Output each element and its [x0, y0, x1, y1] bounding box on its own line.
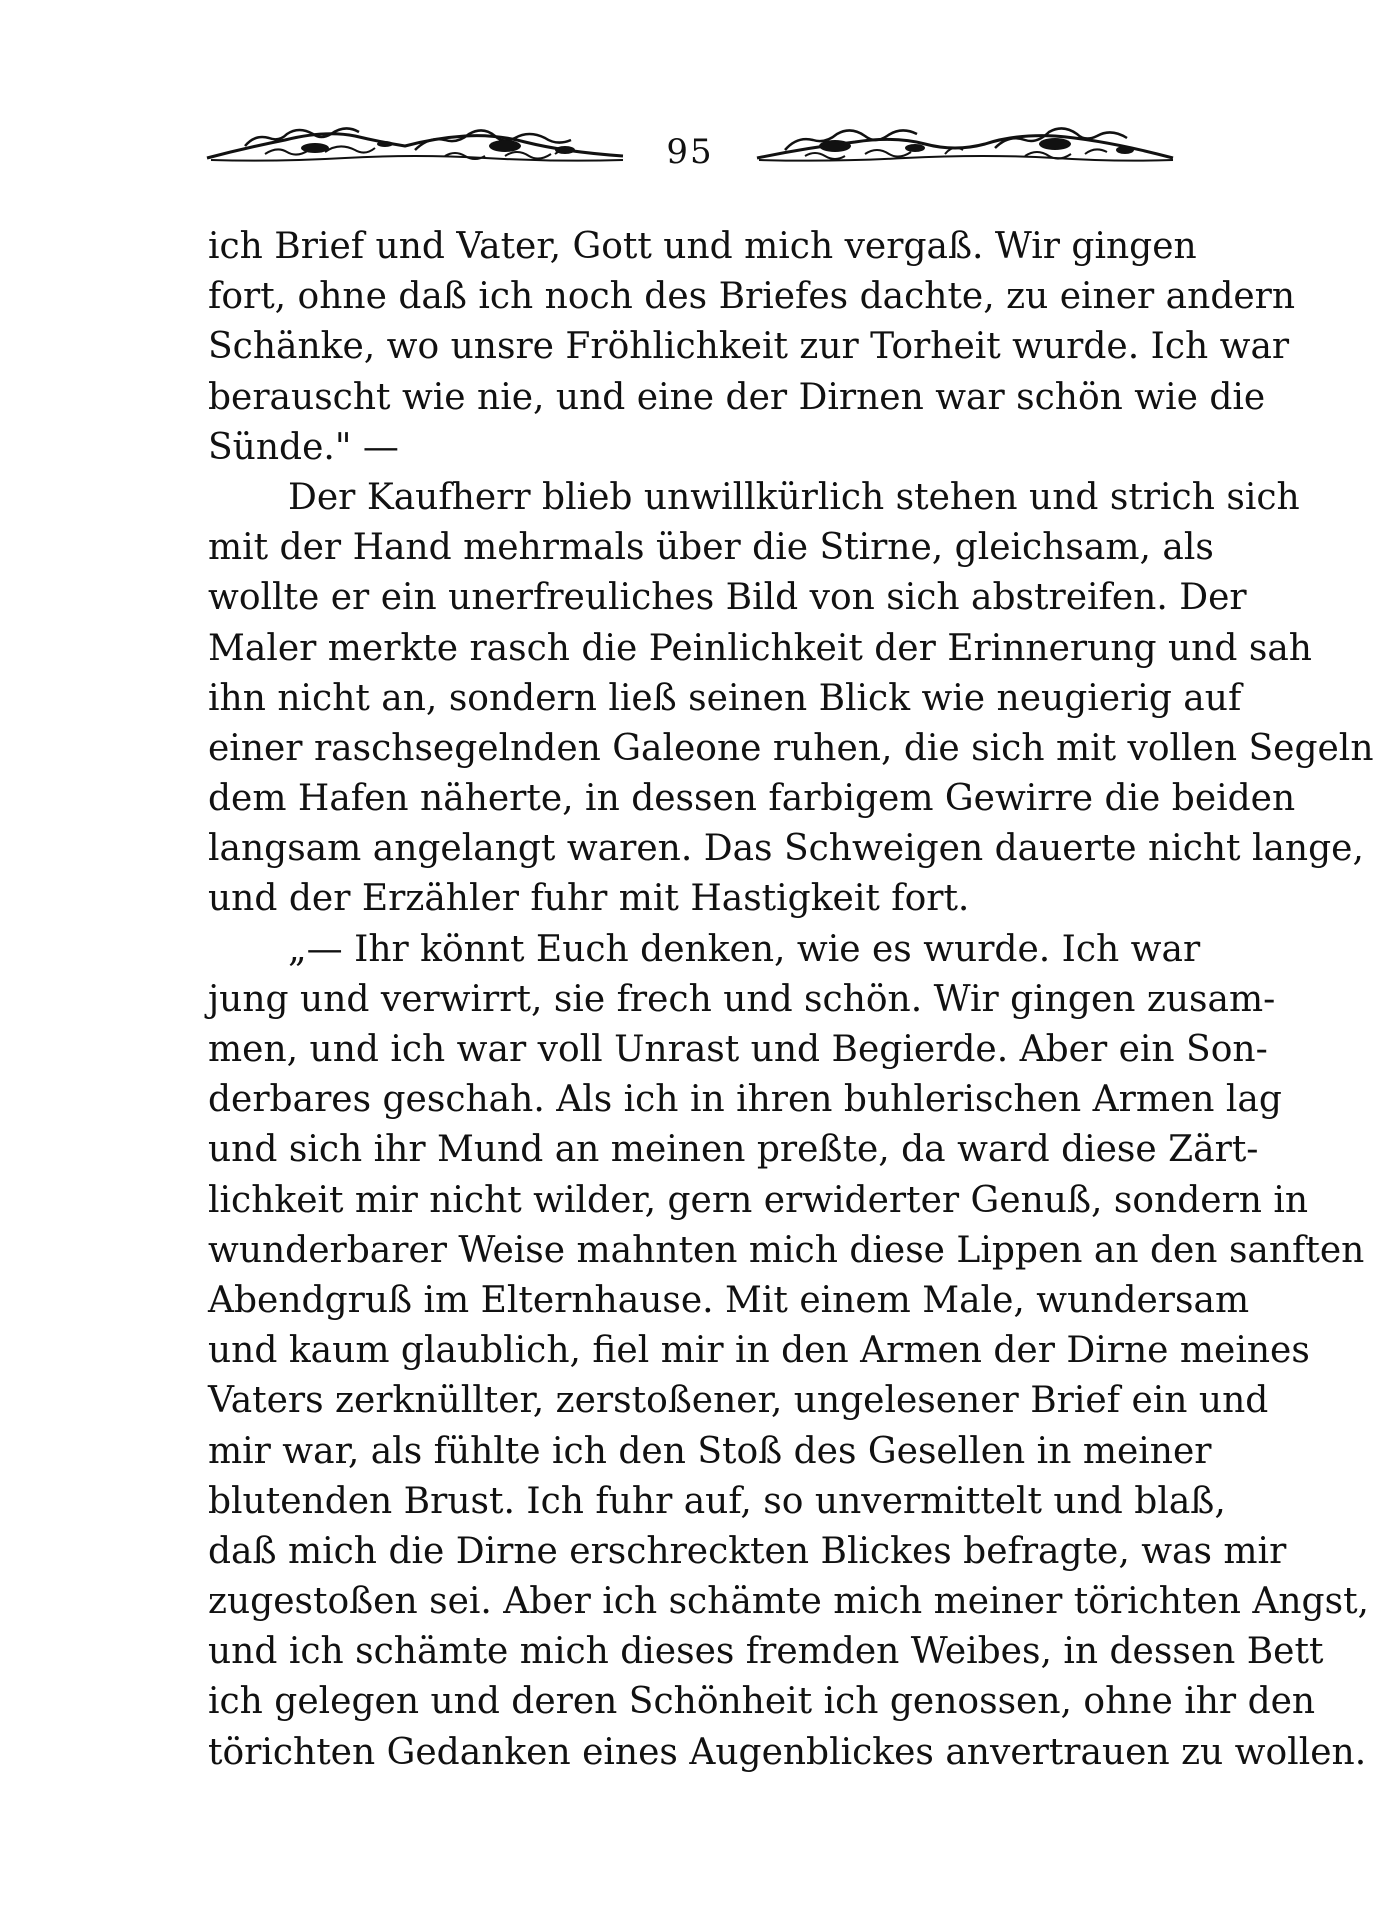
text-line: Der Kaufherr blieb unwillkürlich stehen und strich sich [288, 476, 1300, 518]
left-header-ornament [205, 118, 625, 178]
page-header [205, 118, 1175, 178]
text-line: und ich schämte mich dieses fremden Weibes, in dessen Bett [208, 1631, 1324, 1673]
text-line: zugestoßen sei. Aber ich schämte mich meiner törichten Angst, [208, 1581, 1369, 1623]
text-line: ich gelegen und deren Schönheit ich genossen, ohne ihr den [208, 1681, 1316, 1723]
text-line: Vaters zerknüllter, zerstoßener, ungelesener Brief ein und [208, 1380, 1269, 1422]
text-line: törichten Gedanken eines Augenblickes anvertrauen zu wollen. [208, 1731, 1367, 1773]
text-line: fort, ohne daß ich noch des Briefes dachte, zu einer andern [208, 276, 1296, 318]
body-text [208, 222, 1374, 1778]
text-line: „— Ihr könnt Euch denken, wie es wurde. Ich war [288, 928, 1201, 970]
text-line: ich Brief und Vater, Gott und mich vergaß. Wir gingen [208, 226, 1197, 267]
text-line: und der Erzähler fuhr mit Hastigkeit fort. [208, 878, 970, 920]
text-line: berauscht wie nie, und eine der Dirnen war schön wie die [208, 376, 1266, 418]
text-line: und kaum glaublich, fiel mir in den Armen der Dirne meines [208, 1330, 1310, 1372]
text-line: lichkeit mir nicht wilder, gern erwiderter Genuß, sondern in [208, 1179, 1309, 1221]
text-line: ihn nicht an, sondern ließ seinen Blick wie neugierig auf [208, 677, 1242, 719]
text-line: jung und verwirrt, sie frech und schön. Wir gingen zusam- [208, 978, 1276, 1020]
text-line: daß mich die Dirne erschreckten Blickes befragte, was mir [208, 1530, 1287, 1572]
text-line: mit der Hand mehrmals über die Stirne, gleichsam, als [208, 527, 1214, 569]
text-line: wunderbarer Weise mahnten mich diese Lippen an den sanften [208, 1229, 1365, 1271]
text-line: men, und ich war voll Unrast und Begierde. Aber ein Son- [208, 1029, 1268, 1070]
text-line: dem Hafen näherte, in dessen farbigem Gewirre die beiden [208, 778, 1296, 820]
text-line: mir war, als fühlte ich den Stoß des Gesellen in meiner [208, 1430, 1212, 1472]
text-line: Schänke, wo unsre Fröhlichkeit zur Torheit wurde. Ich war [208, 326, 1290, 368]
text-line: Sünde." — [208, 426, 399, 468]
page-number: 95 [666, 132, 714, 172]
text-line: blutenden Brust. Ich fuhr auf, so unvermittelt und blaß, [208, 1480, 1226, 1522]
text-line: Abendgruß im Elternhause. Mit einem Male, wundersam [208, 1279, 1250, 1321]
text-line: wollte er ein unerfreuliches Bild von sich abstreifen. Der [208, 577, 1247, 619]
text-line: langsam angelangt waren. Das Schweigen dauerte nicht lange, [208, 828, 1364, 870]
text-line: Maler merkte rasch die Peinlichkeit der Erinnerung und sah [208, 627, 1312, 669]
text-line: derbares geschah. Als ich in ihren buhlerischen Armen lag [208, 1079, 1282, 1121]
text-line: und sich ihr Mund an meinen preßte, da ward diese Zärt- [208, 1129, 1259, 1171]
right-header-ornament [755, 118, 1175, 178]
text-line: einer raschsegelnden Galeone ruhen, die sich mit vollen Segeln [208, 727, 1374, 769]
